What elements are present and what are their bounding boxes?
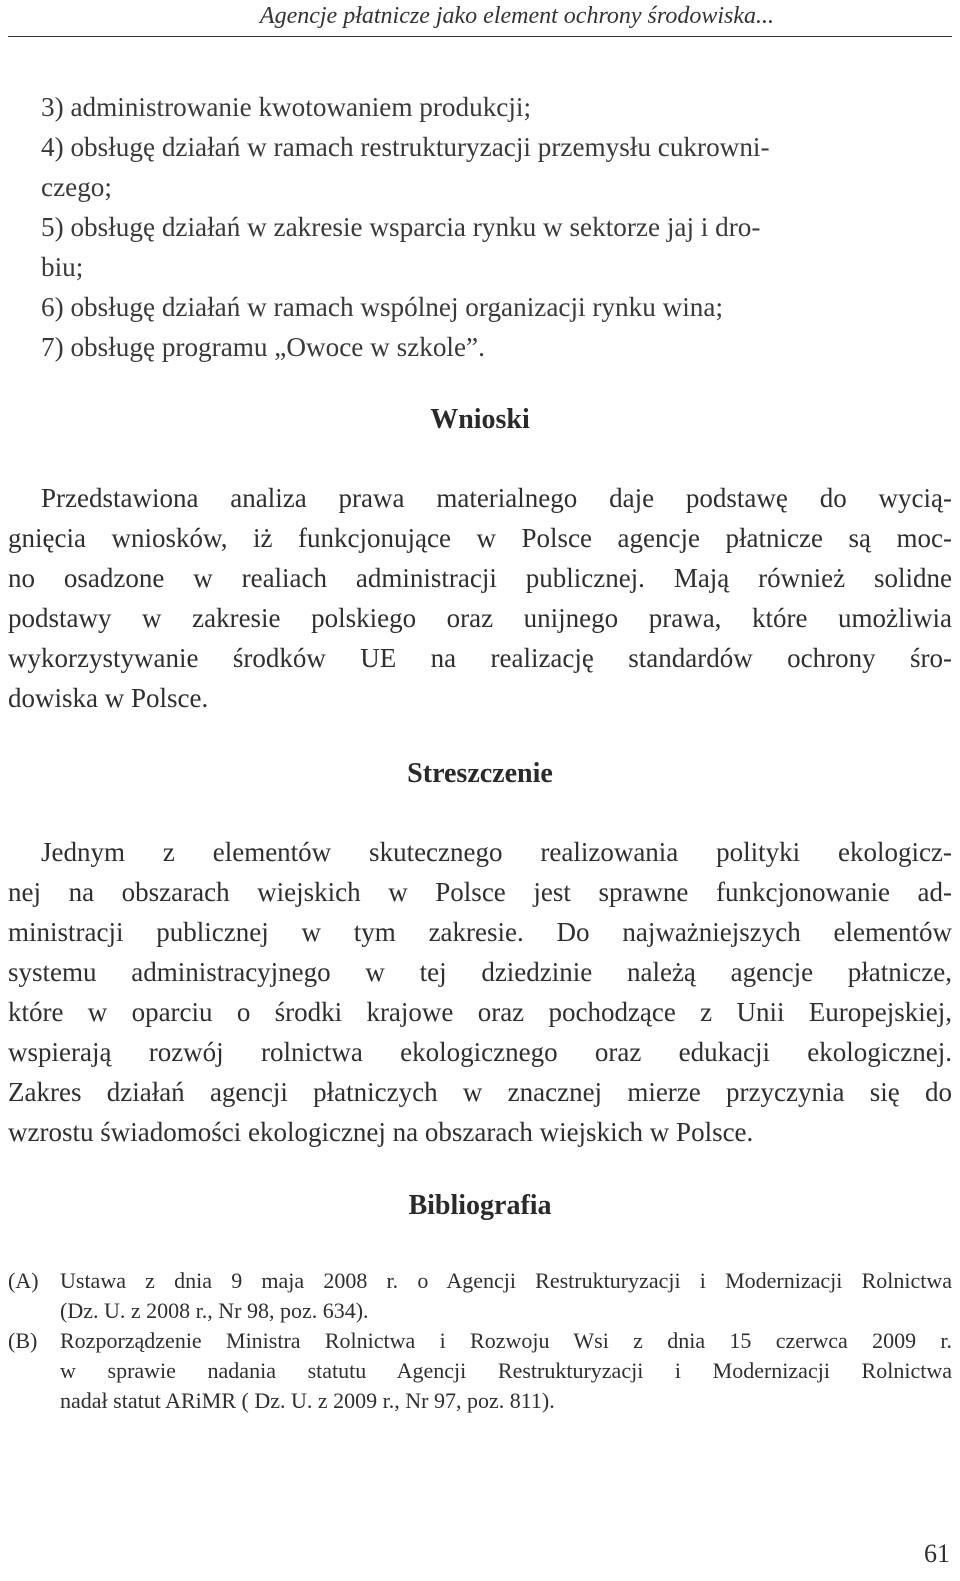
paragraph-line: wspierają rozwój rolnictwa ekologicznego oraz edukacji ekologicznej. [8,1037,952,1067]
paragraph-line: Przedstawiona analiza prawa materialnego daje podstawę do wycią- [41,483,952,513]
running-title: Agencje płatnicze jako element ochrony środowiska... [259,3,774,29]
paragraph-line: ministracji publicznej w tym zakresie. Do najważniejszych elementów [8,917,952,947]
paragraph-line: dowiska w Polsce. [8,683,209,713]
bibliography-line: Ustawa z dnia 9 maja 2008 r. o Agencji Restrukturyzacji i Modernizacji Rolnictwa [60,1268,952,1293]
paragraph-line: wzrostu świadomości ekologicznej na obszarach wiejskich w Polsce. [8,1117,754,1147]
list-item: 6) obsługę działań w ramach wspólnej organizacji rynku wina; [41,292,723,322]
paragraph-line: podstawy w zakresie polskiego oraz unijnego prawa, które umożliwia [8,603,952,633]
bibliography-line: (Dz. U. z 2008 r., Nr 98, poz. 634). [60,1298,369,1323]
paragraph-wnioski [8,478,952,718]
bibliography-line: Rozporządzenie Ministra Rolnictwa i Rozwoju Wsi z dnia 15 czerwca 2009 r. [60,1328,952,1353]
list-item: 3) administrowanie kwotowaniem produkcji; [41,92,532,122]
list-item: 7) obsługę programu „Owoce w szkole”. [41,332,485,362]
paragraph-line: nej na obszarach wiejskich w Polsce jest sprawne funkcjonowanie ad- [8,877,952,907]
paragraph-line: wykorzystywanie środków UE na realizację standardów ochrony śro- [8,643,952,673]
section-heading-wnioski: Wnioski [430,404,530,435]
paragraph-line: no osadzone w realiach administracji publicznej. Mają również solidne [8,563,952,593]
list-item-continuation: czego; [41,172,112,202]
enumerated-list [41,87,953,367]
bibliography-entry [8,1326,952,1416]
paragraph-line: Jednym z elementów skutecznego realizowania polityki ekologicz- [41,837,952,867]
paragraph-line: gnięcia wniosków, iż funkcjonujące w Polsce agencje płatnicze są moc- [8,523,952,553]
bibliography-entry [8,1266,952,1326]
page-number: 61 [924,1539,950,1568]
paragraph-streszczenie [8,832,952,1152]
paragraph-line: Zakres działań agencji płatniczych w znacznej mierze przyczynia się do [8,1077,952,1107]
section-heading-bibliografia: Bibliografia [408,1190,552,1221]
paragraph-line: które w oparciu o środki krajowe oraz pochodzące z Unii Europejskiej, [8,997,952,1027]
list-item: 4) obsługę działań w ramach restrukturyzacji przemysłu cukrowni- [41,132,770,162]
list-item: 5) obsługę działań w zakresie wsparcia rynku w sektorze jaj i dro- [41,212,761,242]
section-heading-streszczenie: Streszczenie [407,758,553,789]
bibliography-line: nadał statut ARiMR ( Dz. U. z 2009 r., Nr 97, poz. 811). [60,1388,555,1413]
bibliography-key: (A) [8,1268,39,1293]
bibliography-key: (B) [8,1328,38,1353]
bibliography-list [8,1266,952,1416]
bibliography-line: w sprawie nadania statutu Agencji Restrukturyzacji i Modernizacji Rolnictwa [60,1358,952,1383]
list-item-continuation: biu; [41,252,84,282]
running-header [8,0,952,37]
paragraph-line: systemu administracyjnego w tej dziedzinie należą agencje płatnicze, [8,957,952,987]
